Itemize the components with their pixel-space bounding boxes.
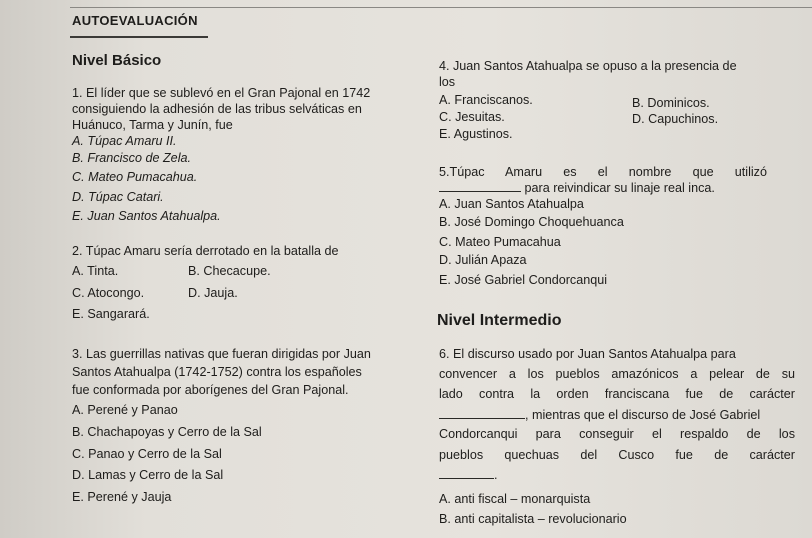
- q6-stem-line3: lado contra la orden franciscana fue de carácter: [439, 387, 795, 401]
- q1-option-b[interactable]: B. Francisco de Zela.: [72, 151, 191, 165]
- q4-stem-line1: 4. Juan Santos Atahualpa se opuso a la presencia de: [439, 59, 737, 73]
- q6-stem-line1: 6. El discurso usado por Juan Santos Atahualpa para: [439, 347, 736, 361]
- q4-option-e[interactable]: E. Agustinos.: [439, 127, 513, 141]
- level-intermediate-heading: Nivel Intermedio: [437, 312, 562, 329]
- q2-option-d[interactable]: D. Jauja.: [188, 286, 238, 300]
- q5-option-e[interactable]: E. José Gabriel Condorcanqui: [439, 273, 608, 287]
- q6-stem-line4: , mientras que el discurso de José Gabriel: [525, 408, 761, 422]
- q4-stem-line2: los: [439, 75, 456, 89]
- q2-stem: 2. Túpac Amaru sería derrotado en la batalla de: [72, 244, 339, 258]
- q5-answer-blank[interactable]: [439, 180, 521, 192]
- q2-option-a[interactable]: A. Tinta.: [72, 264, 119, 278]
- q6-answer-blank-1[interactable]: [439, 407, 525, 419]
- q5-stem-line2: para reivindicar su linaje real inca.: [524, 181, 715, 195]
- title-underline: [70, 36, 208, 38]
- q3-stem-line3: fue conformada por aborígenes del Gran Pajonal.: [72, 383, 349, 397]
- page-title: AUTOEVALUACIÓN: [72, 13, 198, 28]
- q6-answer-blank-2[interactable]: [439, 467, 494, 479]
- q4-option-d[interactable]: D. Capuchinos.: [632, 112, 719, 126]
- q4-option-c[interactable]: C. Jesuitas.: [439, 110, 505, 124]
- q3-stem-line2: Santos Atahualpa (1742-1752) contra los españoles: [72, 365, 362, 379]
- q1-option-a[interactable]: A. Túpac Amaru II.: [72, 134, 177, 148]
- q1-stem-line1: 1. El líder que se sublevó en el Gran Pajonal en 1742: [72, 86, 371, 100]
- level-basic-heading: Nivel Básico: [72, 52, 162, 69]
- q1-option-e[interactable]: E. Juan Santos Atahualpa.: [72, 209, 221, 223]
- q4-option-a[interactable]: A. Franciscanos.: [439, 93, 533, 107]
- q6-stem-line6: pueblos quechuas del Cusco fue de carácter: [439, 448, 795, 462]
- q1-option-c[interactable]: C. Mateo Pumacahua.: [72, 170, 198, 184]
- q5-stem-line1: 5.Túpac Amaru es el nombre que utilizó: [439, 165, 767, 179]
- q6-stem-line5: Condorcanqui para conseguir el respaldo de los: [439, 427, 795, 441]
- q1-option-d[interactable]: D. Túpac Catari.: [72, 190, 164, 204]
- q2-option-c[interactable]: C. Atocongo.: [72, 286, 145, 300]
- q3-option-e[interactable]: E. Perené y Jauja: [72, 490, 172, 504]
- q2-option-b[interactable]: B. Checacupe.: [188, 264, 271, 278]
- q3-stem-line1: 3. Las guerrillas nativas que fueran dirigidas por Juan: [72, 347, 371, 361]
- q6-stem-line2: convencer a los pueblos amazónicos a pelear de su: [439, 367, 795, 381]
- q3-option-c[interactable]: C. Panao y Cerro de la Sal: [72, 447, 222, 461]
- q5-option-d[interactable]: D. Julián Apaza: [439, 253, 527, 267]
- q4-option-b[interactable]: B. Dominicos.: [632, 96, 710, 110]
- q5-option-b[interactable]: B. José Domingo Choquehuanca: [439, 215, 624, 229]
- top-rule: [70, 7, 812, 8]
- q2-option-e[interactable]: E. Sangarará.: [72, 307, 150, 321]
- q3-option-b[interactable]: B. Chachapoyas y Cerro de la Sal: [72, 425, 262, 439]
- q3-option-a[interactable]: A. Perené y Panao: [72, 403, 178, 417]
- q6-stem-line7: .: [494, 468, 498, 482]
- q5-option-a[interactable]: A. Juan Santos Atahualpa: [439, 197, 584, 211]
- q1-stem-line2: consiguiendo la adhesión de las tribus selváticas en: [72, 102, 362, 116]
- q5-option-c[interactable]: C. Mateo Pumacahua: [439, 235, 561, 249]
- q3-option-d[interactable]: D. Lamas y Cerro de la Sal: [72, 468, 224, 482]
- q6-option-b[interactable]: B. anti capitalista – revolucionario: [439, 512, 627, 526]
- q6-option-a[interactable]: A. anti fiscal – monarquista: [439, 492, 591, 506]
- q1-stem-line3: Huánuco, Tarma y Junín, fue: [72, 118, 233, 132]
